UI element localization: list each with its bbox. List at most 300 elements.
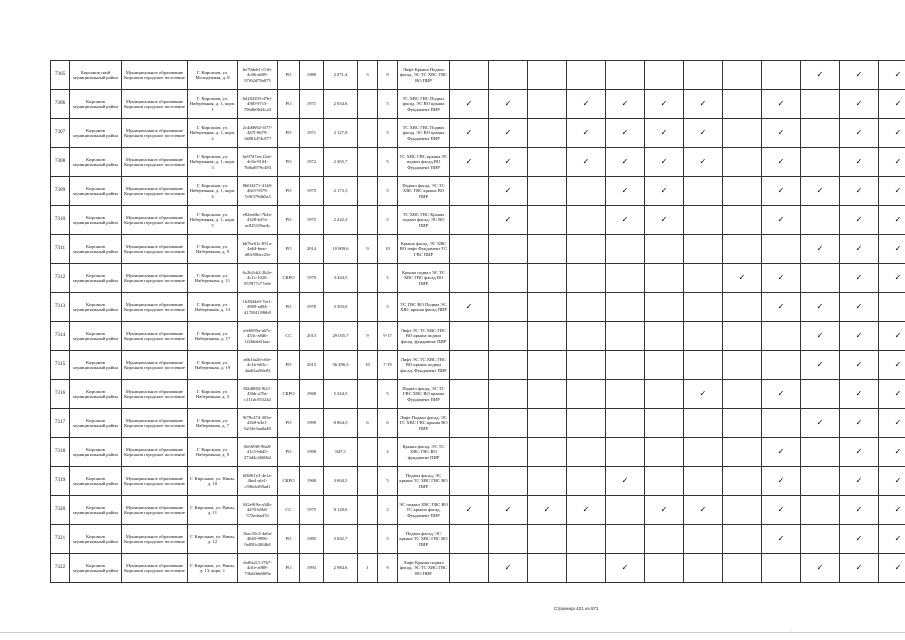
work-type-cell xyxy=(723,148,762,177)
area-cell: 3 393,6 xyxy=(324,293,358,322)
district-cell: Кирсанов муниципальный район xyxy=(70,525,122,554)
work-type-cell xyxy=(606,177,645,206)
year-cell: 1971 xyxy=(300,119,324,148)
works-list-cell: Крыша фасад, ЭС ТС ХВС ГВС ВО фундамент ПИР xyxy=(398,438,450,467)
work-type-cell xyxy=(606,467,645,496)
work-type-cell xyxy=(723,264,762,293)
address-cell: Г. Кирсанов, ул. Набережная, д. 1, корп. 1 xyxy=(188,90,238,119)
wall-material-cell: СС xyxy=(278,496,300,525)
work-type-cell xyxy=(645,206,684,235)
owner-cell: Муниципальное образование Кирсанов городское поселение xyxy=(122,119,188,148)
work-type-cell xyxy=(567,409,606,438)
checkmark-icon: ✓ xyxy=(855,534,863,543)
work-type-cell xyxy=(450,525,489,554)
work-type-cell xyxy=(489,525,528,554)
work-type-cell xyxy=(840,177,879,206)
year-cell: 2013 xyxy=(300,322,324,351)
floors-cell xyxy=(358,206,378,235)
work-type-cell xyxy=(723,351,762,380)
table-row xyxy=(51,409,905,438)
floors-cell: 10 xyxy=(358,351,378,380)
floors-cell: 1 xyxy=(358,554,378,583)
work-type-cell xyxy=(723,206,762,235)
checkmark-icon: ✓ xyxy=(816,186,824,195)
district-cell: Кирсанов муниципальный район xyxy=(70,467,122,496)
work-type-cell xyxy=(450,380,489,409)
checkmark-icon: ✓ xyxy=(894,215,902,224)
district-cell: Кирсанов муниципальный район xyxy=(70,177,122,206)
work-type-cell xyxy=(567,380,606,409)
area-cell: 8 864,5 xyxy=(324,409,358,438)
work-type-cell xyxy=(489,554,528,583)
work-type-cell xyxy=(723,322,762,351)
checkmark-icon: ✓ xyxy=(660,99,668,108)
checkmark-icon: ✓ xyxy=(855,244,863,253)
checkmark-icon: ✓ xyxy=(894,534,902,543)
table-row xyxy=(51,554,905,583)
year-cell: 1972 xyxy=(300,148,324,177)
work-type-cell xyxy=(801,119,840,148)
checkmark-icon: ✓ xyxy=(465,99,473,108)
checkmark-icon: ✓ xyxy=(894,128,902,137)
work-type-cell xyxy=(567,554,606,583)
work-type-cell xyxy=(879,148,905,177)
wall-material-cell: СКРО xyxy=(278,264,300,293)
table-row xyxy=(51,90,905,119)
checkmark-icon: ✓ xyxy=(777,476,785,485)
owner-cell: Муниципальное образование Кирсанов городское поселение xyxy=(122,496,188,525)
checkmark-icon: ✓ xyxy=(621,99,629,108)
work-type-cell xyxy=(567,90,606,119)
house-code-cell: 0fe0f9f8-96a8-41c5-b6d5-373d4c2660b2 xyxy=(238,438,278,467)
work-type-cell xyxy=(567,264,606,293)
area-cell: 2 365,7 xyxy=(324,148,358,177)
house-code-cell: bb7bc61c-851a-4a64-beac-d0fe58bec25e xyxy=(238,235,278,264)
work-type-cell xyxy=(489,61,528,90)
work-type-cell xyxy=(528,264,567,293)
wall-material-cell: РО xyxy=(278,90,300,119)
floors-cell xyxy=(358,496,378,525)
work-type-cell xyxy=(567,206,606,235)
checkmark-icon: ✓ xyxy=(777,447,785,456)
wall-material-cell: СС xyxy=(278,322,300,351)
house-code-cell: 6c2b2cb2-2b2e-4c1c-1026-057877c77a6e xyxy=(238,264,278,293)
house-code-cell: be97d7ea-22af-4c9a-9104-7b8ad979c483 xyxy=(238,148,278,177)
page-footer: Страница 421 из 571 xyxy=(554,606,599,611)
checkmark-icon: ✓ xyxy=(855,447,863,456)
checkmark-icon: ✓ xyxy=(855,215,863,224)
work-type-cell xyxy=(879,264,905,293)
work-type-cell xyxy=(840,525,879,554)
work-type-cell xyxy=(528,496,567,525)
checkmark-icon: ✓ xyxy=(894,389,902,398)
work-type-cell xyxy=(801,206,840,235)
floor-count-cell: 5 xyxy=(378,380,398,409)
area-cell: 2 173,3 xyxy=(324,177,358,206)
work-type-cell xyxy=(684,119,723,148)
district-cell: Кирсанов муниципальный район xyxy=(70,322,122,351)
floor-count-cell: 7-19 xyxy=(378,351,398,380)
row-number: 7315 xyxy=(51,351,70,380)
floor-count-cell: 2 xyxy=(378,496,398,525)
table-row xyxy=(51,235,905,264)
work-type-cell xyxy=(528,148,567,177)
work-type-cell xyxy=(840,235,879,264)
row-number: 7309 xyxy=(51,177,70,206)
work-type-cell xyxy=(489,177,528,206)
row-number: 7320 xyxy=(51,496,70,525)
row-number: 7311 xyxy=(51,235,70,264)
work-type-cell xyxy=(762,438,801,467)
works-list-cell: ЭС подвал ХВС ГВС ВО ТС крыша фасад, Фундамент ПИР xyxy=(398,496,450,525)
work-type-cell xyxy=(450,322,489,351)
address-cell: Г. Кирсанов, ул. Набережная, д. 19 xyxy=(188,351,238,380)
wall-material-cell: РО xyxy=(278,525,300,554)
wall-material-cell: РО xyxy=(278,148,300,177)
floor-count-cell: 5 xyxy=(378,148,398,177)
works-list-cell: Подвал фасад, ЭС ТС ХВС ГВС крыша ВО ПИР xyxy=(398,177,450,206)
floor-count-cell: 9 xyxy=(378,61,398,90)
year-cell: 1971 xyxy=(300,90,324,119)
floors-cell xyxy=(358,380,378,409)
works-list-cell: Подвал фасад, ЭС крыша ТС ХВС ГВС ВО ПИР xyxy=(398,467,450,496)
checkmark-icon: ✓ xyxy=(816,331,824,340)
work-type-cell xyxy=(762,322,801,351)
work-type-cell xyxy=(684,235,723,264)
area-cell: 2 984,6 xyxy=(324,554,358,583)
checkmark-icon: ✓ xyxy=(504,505,512,514)
work-type-cell xyxy=(528,235,567,264)
address-cell: Г. Кирсанов, ул. Набережная, д. 3 xyxy=(188,380,238,409)
work-type-cell xyxy=(762,90,801,119)
table-row xyxy=(51,293,905,322)
work-type-cell xyxy=(801,322,840,351)
wall-material-cell: РО xyxy=(278,351,300,380)
checkmark-icon: ✓ xyxy=(855,476,863,485)
checkmark-icon: ✓ xyxy=(777,389,785,398)
work-type-cell xyxy=(879,235,905,264)
work-type-cell xyxy=(684,293,723,322)
checkmark-icon: ✓ xyxy=(855,563,863,572)
work-type-cell xyxy=(450,148,489,177)
work-type-cell xyxy=(450,467,489,496)
table-row xyxy=(51,525,905,554)
checkmark-icon: ✓ xyxy=(855,70,863,79)
floors-cell xyxy=(358,438,378,467)
house-code-cell: 8f2d8f03-9f21-45bb-a70a-c111dc953244 xyxy=(238,380,278,409)
house-code-cell: daf0a211-f7b7-4d1e-a988-736d2b6d8f9a xyxy=(238,554,278,583)
work-type-cell xyxy=(528,206,567,235)
table-row xyxy=(51,496,905,525)
checkmark-icon: ✓ xyxy=(855,389,863,398)
district-cell: Кирсанов муниципальный район xyxy=(70,235,122,264)
work-type-cell xyxy=(879,322,905,351)
work-type-cell xyxy=(567,119,606,148)
wall-material-cell: РО xyxy=(278,438,300,467)
wall-material-cell: РО xyxy=(278,206,300,235)
work-type-cell xyxy=(606,119,645,148)
year-cell: 2014 xyxy=(300,235,324,264)
address-cell: Г. Кирсанов, ул. Набережная, д. 1, корп. 5 xyxy=(188,206,238,235)
checkmark-icon: ✓ xyxy=(816,70,824,79)
work-type-cell xyxy=(450,90,489,119)
checkmark-icon: ✓ xyxy=(894,244,902,253)
work-type-cell xyxy=(567,235,606,264)
work-type-cell xyxy=(801,293,840,322)
work-type-cell xyxy=(879,409,905,438)
work-type-cell xyxy=(606,206,645,235)
floor-count-cell: 2 xyxy=(378,438,398,467)
district-cell: Кирсанов ский муниципальный район xyxy=(70,61,122,90)
owner-cell: Муниципальное образование Кирсанов городское поселение xyxy=(122,380,188,409)
owner-cell: Муниципальное образование Кирсанов городское поселение xyxy=(122,90,188,119)
wall-material-cell: СКРО xyxy=(278,467,300,496)
checkmark-icon: ✓ xyxy=(699,505,707,514)
work-type-cell xyxy=(840,293,879,322)
address-cell: Г. Кирсанов, ул. Набережная, д. 17 xyxy=(188,322,238,351)
work-type-cell xyxy=(762,206,801,235)
work-type-cell xyxy=(723,119,762,148)
area-cell: 2 034,6 xyxy=(324,90,358,119)
work-type-cell xyxy=(528,351,567,380)
checkmark-icon: ✓ xyxy=(504,186,512,195)
work-type-cell xyxy=(723,554,762,583)
work-type-cell xyxy=(684,525,723,554)
checkmark-icon: ✓ xyxy=(777,128,785,137)
checkmark-icon: ✓ xyxy=(504,128,512,137)
address-cell: Г. Кирсанов, ул. Нины, д. 11 xyxy=(188,496,238,525)
work-type-cell xyxy=(567,322,606,351)
checkmark-icon: ✓ xyxy=(894,447,902,456)
area-cell: 3 444,5 xyxy=(324,264,358,293)
work-type-cell xyxy=(450,177,489,206)
work-type-cell xyxy=(645,90,684,119)
work-type-cell xyxy=(723,61,762,90)
work-type-cell xyxy=(567,525,606,554)
row-number: 7313 xyxy=(51,293,70,322)
checkmark-icon: ✓ xyxy=(894,273,902,282)
house-code-cell: 2c4d0692-f377-467f-8679-1d881d74c877 xyxy=(238,119,278,148)
work-type-cell xyxy=(489,351,528,380)
work-type-cell xyxy=(645,496,684,525)
checkmark-icon: ✓ xyxy=(777,273,785,282)
wall-material-cell: СКРО xyxy=(278,380,300,409)
year-cell: 1985 xyxy=(300,525,324,554)
address-cell: Г. Кирсанов, ул. Нины, д. 12 xyxy=(188,525,238,554)
year-cell: 1998 xyxy=(300,438,324,467)
work-type-cell xyxy=(840,380,879,409)
work-type-cell xyxy=(879,525,905,554)
work-type-cell xyxy=(567,438,606,467)
house-code-cell: 1b3844e0-7ee1-4989-ad94-417f841396b9 xyxy=(238,293,278,322)
wall-material-cell: РО xyxy=(278,119,300,148)
work-type-cell xyxy=(762,61,801,90)
year-cell: 1975 xyxy=(300,177,324,206)
checkmark-icon: ✓ xyxy=(777,534,785,543)
work-type-cell xyxy=(684,264,723,293)
work-type-cell xyxy=(879,380,905,409)
work-type-cell xyxy=(840,409,879,438)
house-code-cell: 1bac35c3-4a0a-4640-9996-0a850c28f4b8 xyxy=(238,525,278,554)
checkmark-icon: ✓ xyxy=(738,273,746,282)
work-type-cell xyxy=(801,351,840,380)
checkmark-icon: ✓ xyxy=(621,128,629,137)
work-type-cell xyxy=(684,322,723,351)
work-type-cell xyxy=(489,380,528,409)
work-type-cell xyxy=(840,61,879,90)
checkmark-icon: ✓ xyxy=(621,563,629,572)
work-type-cell xyxy=(489,119,528,148)
work-type-cell xyxy=(606,90,645,119)
floor-count-cell: 5 xyxy=(378,293,398,322)
checkmark-icon: ✓ xyxy=(855,273,863,282)
work-type-cell xyxy=(840,264,879,293)
table-row xyxy=(51,148,905,177)
floors-cell xyxy=(358,119,378,148)
wall-material-cell: РО xyxy=(278,235,300,264)
floors-cell xyxy=(358,293,378,322)
year-cell: 1975 xyxy=(300,496,324,525)
floor-count-cell: 6 xyxy=(378,409,398,438)
work-type-cell xyxy=(528,61,567,90)
checkmark-icon: ✓ xyxy=(660,128,668,137)
work-type-cell xyxy=(723,380,762,409)
work-type-cell xyxy=(606,438,645,467)
work-type-cell xyxy=(606,235,645,264)
row-number: 7319 xyxy=(51,467,70,496)
work-type-cell xyxy=(567,61,606,90)
checkmark-icon: ✓ xyxy=(582,157,590,166)
work-type-cell xyxy=(528,293,567,322)
work-type-cell xyxy=(723,409,762,438)
checkmark-icon: ✓ xyxy=(660,157,668,166)
work-type-cell xyxy=(645,322,684,351)
work-type-cell xyxy=(879,496,905,525)
work-type-cell xyxy=(801,380,840,409)
year-cell: 1968 xyxy=(300,380,324,409)
work-type-cell xyxy=(684,409,723,438)
work-type-cell xyxy=(489,206,528,235)
work-type-cell xyxy=(528,177,567,206)
checkmark-icon: ✓ xyxy=(621,215,629,224)
checkmark-icon: ✓ xyxy=(582,99,590,108)
table-row xyxy=(51,61,905,90)
work-type-cell xyxy=(723,177,762,206)
checkmark-icon: ✓ xyxy=(855,360,863,369)
work-type-cell xyxy=(762,380,801,409)
wall-material-cell: РО xyxy=(278,177,300,206)
checkmark-icon: ✓ xyxy=(894,157,902,166)
work-type-cell xyxy=(879,177,905,206)
floor-count-cell: 5 xyxy=(378,467,398,496)
address-program-table xyxy=(50,60,905,583)
checkmark-icon: ✓ xyxy=(465,302,473,311)
work-type-cell xyxy=(801,264,840,293)
floor-count-cell: 5 xyxy=(378,206,398,235)
year-cell: 1993 xyxy=(300,554,324,583)
work-type-cell xyxy=(762,409,801,438)
work-type-cell xyxy=(879,206,905,235)
works-list-cell: Крыша фасад, ЭС ХВС ВО лифт Фундамент ТС ГВС ПИР xyxy=(398,235,450,264)
work-type-cell xyxy=(528,438,567,467)
work-type-cell xyxy=(645,148,684,177)
house-code-cell: 9f78c474-303e-41b9-b3e1-6214e3aa6a48 xyxy=(238,409,278,438)
work-type-cell xyxy=(684,148,723,177)
checkmark-icon: ✓ xyxy=(816,418,824,427)
table-row xyxy=(51,351,905,380)
checkmark-icon: ✓ xyxy=(894,505,902,514)
house-code-cell: 8b0f3471-4140-46e5-9379-7e0f379db5a3 xyxy=(238,177,278,206)
work-type-cell xyxy=(840,119,879,148)
work-type-cell xyxy=(606,496,645,525)
owner-cell: Муниципальное образование Кирсанов городское поселение xyxy=(122,322,188,351)
checkmark-icon: ✓ xyxy=(699,389,707,398)
district-cell: Кирсанов муниципальный район xyxy=(70,90,122,119)
checkmark-icon: ✓ xyxy=(894,70,902,79)
district-cell: Кирсанов муниципальный район xyxy=(70,264,122,293)
work-type-cell xyxy=(762,119,801,148)
work-type-cell xyxy=(684,90,723,119)
checkmark-icon: ✓ xyxy=(582,128,590,137)
floors-cell: 9 xyxy=(358,235,378,264)
work-type-cell xyxy=(606,293,645,322)
work-type-cell xyxy=(762,235,801,264)
works-list-cell: Лифт ЭС ТС ХВС ГВС ВО крыша подвал фасад, Фундамент ПИР xyxy=(398,351,450,380)
work-type-cell xyxy=(762,496,801,525)
work-type-cell xyxy=(801,90,840,119)
work-type-cell xyxy=(489,322,528,351)
floor-count-cell: 5 xyxy=(378,90,398,119)
work-type-cell xyxy=(606,554,645,583)
floors-cell: 9 xyxy=(358,322,378,351)
work-type-cell xyxy=(528,525,567,554)
checkmark-icon: ✓ xyxy=(855,186,863,195)
work-type-cell xyxy=(684,61,723,90)
owner-cell: Муниципальное образование Кирсанов городское поселение xyxy=(122,438,188,467)
work-type-cell xyxy=(606,322,645,351)
owner-cell: Муниципальное образование Кирсанов городское поселение xyxy=(122,235,188,264)
work-type-cell xyxy=(684,351,723,380)
checkmark-icon: ✓ xyxy=(777,99,785,108)
table-row xyxy=(51,206,905,235)
work-type-cell xyxy=(450,351,489,380)
owner-cell: Муниципальное образование Кирсанов городское поселение xyxy=(122,409,188,438)
checkmark-icon: ✓ xyxy=(621,157,629,166)
district-cell: Кирсанов муниципальный район xyxy=(70,148,122,177)
work-type-cell xyxy=(801,235,840,264)
district-cell: Кирсанов муниципальный район xyxy=(70,438,122,467)
work-type-cell xyxy=(801,148,840,177)
area-cell: 5 344,5 xyxy=(324,380,358,409)
work-type-cell xyxy=(450,206,489,235)
checkmark-icon: ✓ xyxy=(855,302,863,311)
works-list-cell: Лифт Крыша подвал фасад, ЭС ТС ХВС ГВС ВО ПИР xyxy=(398,554,450,583)
work-type-cell xyxy=(489,90,528,119)
work-type-cell xyxy=(528,322,567,351)
work-type-cell xyxy=(606,380,645,409)
work-type-cell xyxy=(840,90,879,119)
work-type-cell xyxy=(762,148,801,177)
checkmark-icon: ✓ xyxy=(699,157,707,166)
house-code-cell: a6b1fa2d-c6fe-4c1b-b63c-4aa63a2f6e03 xyxy=(238,351,278,380)
work-type-cell xyxy=(645,61,684,90)
work-type-cell xyxy=(723,525,762,554)
work-type-cell xyxy=(645,293,684,322)
work-type-cell xyxy=(879,467,905,496)
work-type-cell xyxy=(528,90,567,119)
checkmark-icon: ✓ xyxy=(504,157,512,166)
work-type-cell xyxy=(450,61,489,90)
